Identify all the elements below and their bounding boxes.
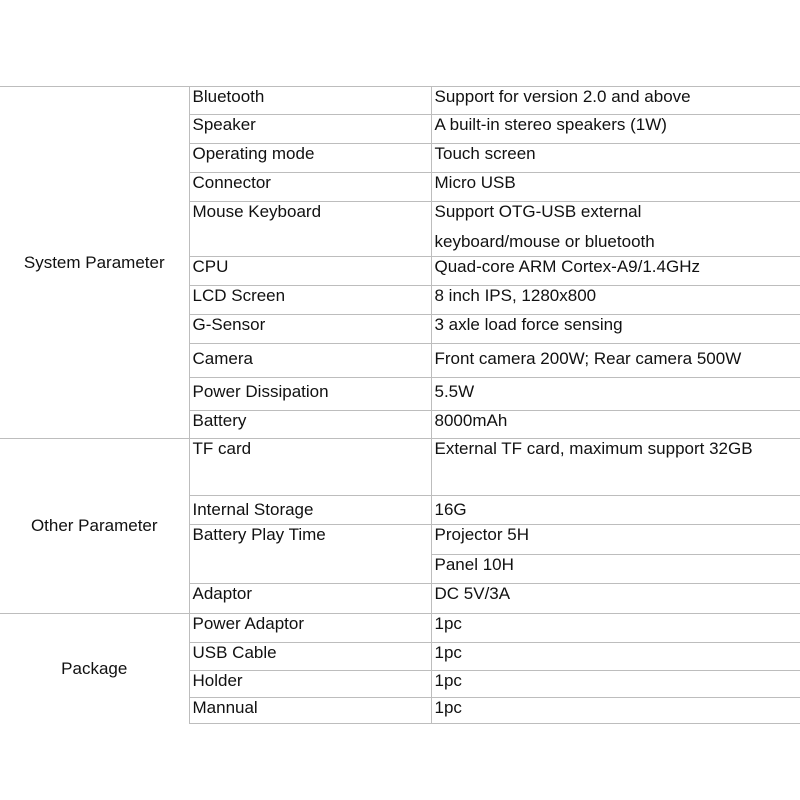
value-adaptor: DC 5V/3A	[431, 584, 800, 614]
value-g-sensor: 3 axle load force sensing	[431, 315, 800, 344]
value-mouse-keyboard-line2: keyboard/mouse or bluetooth	[431, 231, 800, 257]
value-operating-mode: Touch screen	[431, 144, 800, 173]
group-system-parameter: System Parameter	[0, 87, 189, 439]
value-mannual: 1pc	[431, 698, 800, 724]
param-power-dissipation: Power Dissipation	[189, 382, 431, 411]
value-camera: Front camera 200W; Rear camera 500W	[431, 344, 800, 378]
value-battery-play-time: Projector 5H	[431, 525, 800, 555]
param-lcd-screen: LCD Screen	[189, 286, 431, 315]
param-battery: Battery	[189, 411, 431, 439]
value-lcd-screen: 8 inch IPS, 1280x800	[431, 286, 800, 315]
param-mouse-keyboard: Mouse Keyboard	[189, 202, 431, 257]
param-battery-play-time: Battery Play Time	[189, 525, 431, 584]
value-battery: 8000mAh	[431, 411, 800, 439]
param-cpu: CPU	[189, 257, 431, 286]
spec-table	[0, 86, 800, 724]
value-mouse-keyboard: Support OTG-USB external	[431, 202, 800, 231]
param-adaptor: Adaptor	[189, 584, 431, 614]
value-bluetooth: Support for version 2.0 and above	[431, 87, 800, 115]
param-g-sensor: G-Sensor	[189, 315, 431, 344]
param-tf-card: TF card	[189, 439, 431, 496]
param-speaker: Speaker	[189, 115, 431, 144]
value-battery-play-time-line2: Panel 10H	[431, 555, 800, 584]
group-other-parameter: Other Parameter	[0, 439, 189, 614]
param-camera: Camera	[189, 344, 431, 378]
value-cpu: Quad-core ARM Cortex-A9/1.4GHz	[431, 257, 800, 286]
param-connector: Connector	[189, 173, 431, 202]
value-power-adaptor: 1pc	[431, 614, 800, 643]
param-bluetooth: Bluetooth	[189, 87, 431, 115]
value-tf-card: External TF card, maximum support 32GB	[431, 439, 800, 496]
param-power-adaptor: Power Adaptor	[189, 614, 431, 643]
param-holder: Holder	[189, 671, 431, 698]
value-usb-cable: 1pc	[431, 643, 800, 671]
value-connector: Micro USB	[431, 173, 800, 202]
value-speaker: A built-in stereo speakers (1W)	[431, 115, 800, 144]
param-mannual: Mannual	[189, 698, 431, 724]
param-internal-storage: Internal Storage	[189, 496, 431, 525]
value-holder: 1pc	[431, 671, 800, 698]
param-operating-mode: Operating mode	[189, 144, 431, 173]
group-package: Package	[0, 614, 189, 724]
param-usb-cable: USB Cable	[189, 643, 431, 671]
value-power-dissipation: 5.5W	[431, 382, 800, 411]
value-internal-storage: 16G	[431, 496, 800, 525]
